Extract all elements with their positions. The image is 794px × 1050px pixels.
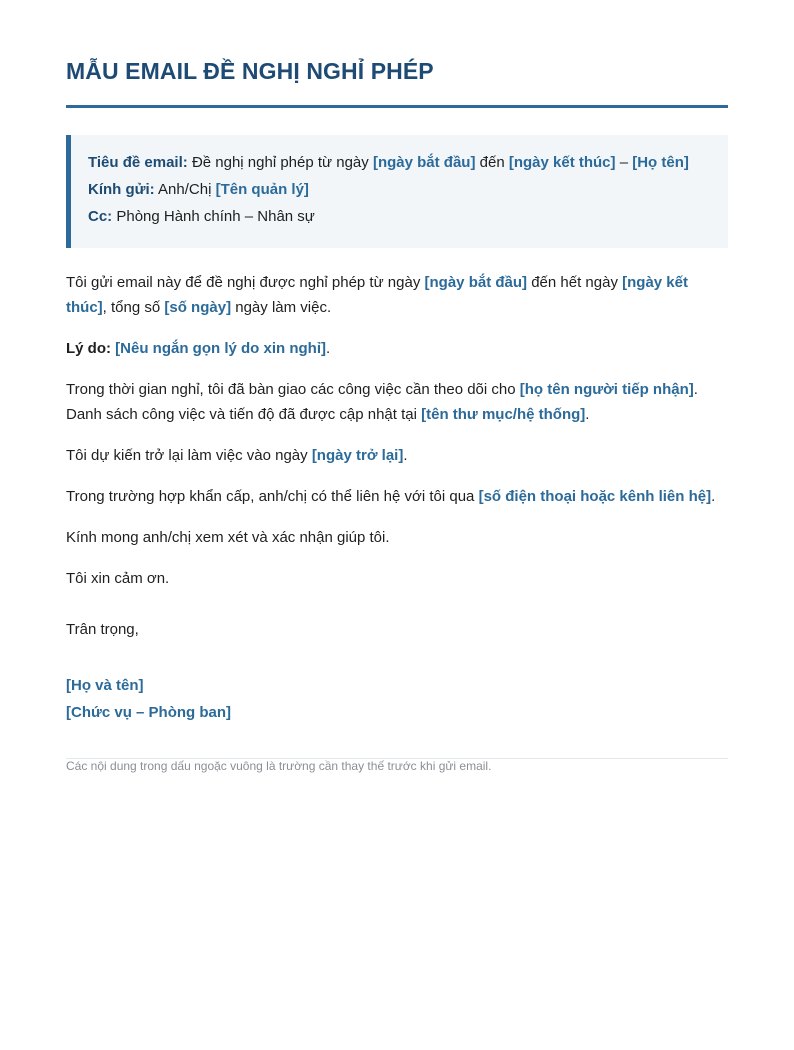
subject-line xyxy=(88,149,706,176)
placeholder-end-date: [ngày kết thúc] xyxy=(508,154,616,171)
page-title: MẪU EMAIL ĐỀ NGHỊ NGHỈ PHÉP xyxy=(66,58,434,84)
placeholder-receiver-name: [họ tên người tiếp nhận] xyxy=(519,381,694,398)
placeholder-reason: [Nêu ngắn gọn lý do xin nghỉ] xyxy=(115,340,326,357)
paragraph-text: . xyxy=(711,488,716,505)
placeholder-contact: [số điện thoại hoặc kênh liên hệ] xyxy=(478,488,712,505)
paragraph-text: ngày làm việc. xyxy=(235,299,332,316)
paragraph-text: đến hết ngày xyxy=(531,274,618,291)
subject-text: Đề nghị nghỉ phép từ ngày xyxy=(191,154,369,171)
subject-label: Tiêu đề email: xyxy=(88,154,188,171)
placeholder-signature-position: [Chức vụ – Phòng ban] xyxy=(66,704,232,721)
cc-label: Cc: xyxy=(88,208,113,225)
paragraph-request xyxy=(66,270,728,320)
cc-line xyxy=(88,203,706,230)
paragraph-thanks: Tôi xin cảm ơn. xyxy=(66,570,170,587)
title-divider xyxy=(66,105,728,108)
recipient-label: Kính gửi: xyxy=(88,181,155,198)
placeholder-folder-system: [tên thư mục/hệ thống] xyxy=(421,406,586,423)
paragraph-emergency xyxy=(66,484,728,509)
email-body xyxy=(66,270,728,591)
recipient-line xyxy=(88,176,706,203)
paragraph-text: . xyxy=(403,447,408,464)
placeholder-manager-name: [Tên quản lý] xyxy=(215,181,309,198)
reason-label: Lý do: xyxy=(66,340,111,357)
paragraph-text: Trong thời gian nghỉ, tôi đã bàn giao các công việc cần theo dõi cho xyxy=(66,381,516,398)
paragraph-text: Trong trường hợp khẩn cấp, anh/chị có thể liên hệ với tôi qua xyxy=(66,488,475,505)
footnote: Các nội dung trong dấu ngoặc vuông là trường cần thay thế trước khi gửi email. xyxy=(66,759,492,773)
closing-line: Trân trọng, xyxy=(66,621,139,638)
paragraph-text: . xyxy=(585,406,590,423)
cc-text: Phòng Hành chính – Nhân sự xyxy=(116,208,315,225)
paragraph-text: . xyxy=(326,340,331,357)
signature-block xyxy=(66,672,728,726)
paragraph-reason xyxy=(66,336,728,361)
placeholder-start-date: [ngày bắt đầu] xyxy=(372,154,476,171)
paragraph-request-confirm: Kính mong anh/chị xem xét và xác nhận giúp tôi. xyxy=(66,529,390,546)
email-header-box xyxy=(66,135,728,248)
recipient-text: Anh/Chị xyxy=(158,181,212,198)
subject-text: đến xyxy=(479,154,505,171)
placeholder-signature-name: [Họ và tên] xyxy=(66,677,144,694)
placeholder-day-count: [số ngày] xyxy=(164,299,232,316)
placeholder-return-date: [ngày trở lại] xyxy=(311,447,404,464)
placeholder-start-date: [ngày bắt đầu] xyxy=(424,274,528,291)
subject-dash: – xyxy=(619,154,629,171)
paragraph-return xyxy=(66,443,728,468)
paragraph-text: Tôi gửi email này để đề nghị được nghỉ phép từ ngày xyxy=(66,274,421,291)
paragraph-text: , tổng số xyxy=(102,299,161,316)
paragraph-handover xyxy=(66,377,728,427)
paragraph-text: Tôi dự kiến trở lại làm việc vào ngày xyxy=(66,447,308,464)
placeholder-end-date: [ngày kết thúc] xyxy=(66,274,688,316)
placeholder-full-name: [Họ tên] xyxy=(632,154,689,171)
paragraph-text: . Danh sách công việc và tiến độ đã được cập nhật tại xyxy=(66,381,698,423)
